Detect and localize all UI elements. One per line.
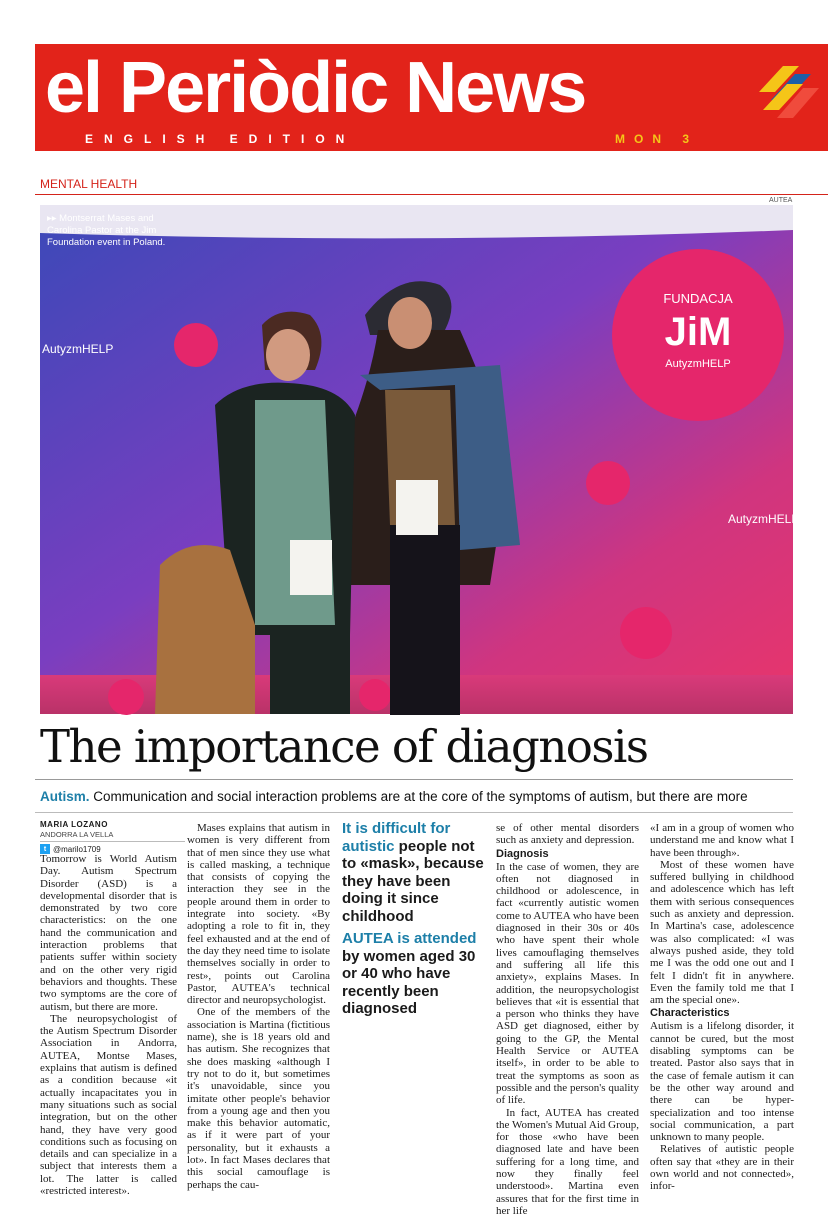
brand-logo: el Periòdic News [45, 48, 586, 128]
paragraph: se of other mental disorders such as anxiety and depression. [496, 822, 639, 847]
paragraph: Mases explains that autism in women is very different from that of men since they use what is called masking, a technique that consists of copying the interaction they see in the people around them in order to integrate into society. «By adopting a role to fit in, they feel exhausted and at the end of the day they need time to isolate themselves socially in order to rest», points out Carolina Pastor, AUTEA's technical director and neuropsychologist. [187, 822, 330, 1007]
paragraph: Autism is a lifelong disorder, it cannot be cured, but the most disabling symptoms can be treated. Pastor also says that in the case of female autism it can be the other way around and there can be hyper-specialization and too intense social communication, a part unknown to many people. [650, 1020, 794, 1144]
section-rule [35, 194, 828, 195]
banner-label: FUNDACJA [663, 291, 733, 306]
handle-text: @marilo1709 [53, 844, 101, 854]
pull-quote-lead: It is difficult for autistic [342, 820, 451, 855]
article-column-2 [187, 822, 330, 1191]
subheading-diagnosis: Diagnosis [496, 847, 549, 860]
subheading-characteristics: Characteristics [650, 1007, 730, 1020]
paragraph: In the case of women, they are often not diagnosed in childhood or adolescence, in fact «currently autistic women come to AUTEA who have been diagnosed in their 30s or 40s who have spent their whole lives camouflaging themselves and suffering all life this anxiety», explains Mases. In addition, the neuropsychologist believes that «it is essential that a person who thinks they have ASD get diagnosed, either by going to the GP, the Mental Health Service or AUTEA itself», in order to be able to treat the symptoms as soon as possible and the person's quality of life. [496, 860, 639, 1107]
photo-caption [47, 213, 197, 249]
banner-sub: AutyzmHELP [665, 358, 731, 370]
caption-line: Foundation event in Poland. [47, 237, 166, 248]
pull-quote-lead: AUTEA is attended [342, 930, 477, 947]
side-label-2: AutyzmHELP [728, 512, 800, 526]
article-column-4 [650, 822, 794, 1193]
edition-label: ENGLISH EDITION [85, 132, 356, 146]
article-photo [40, 205, 800, 714]
side-label: AutyzmHELP [42, 342, 114, 356]
masthead [35, 44, 828, 151]
paragraph: Most of these women have suffered bullying in childhood and adolescence which has left them with serious consequences such as anxiety and depression. In Martina's case, adolescence was also complicated: «I was always pushed aside, they told me I was the odd one out and I felt I didn't fit in anywhere. Even the family told me that I am the special one». [650, 858, 794, 1007]
subhead-text: Communication and social interaction problems are at the core of the symptoms of autism, but there are more [89, 789, 748, 804]
photo-illustration [40, 205, 800, 714]
caption-line: Carolina Pastor at the Jim [47, 225, 157, 236]
headline-rule [35, 779, 793, 780]
subhead-rule [35, 812, 793, 813]
paragraph: The neuropsychologist of the Autism Spectrum Disorder Association in Andorra, AUTEA, Montse Mases, explains that autism is defined as a condition because «it actually incapacitates you in many situations such as social integration, but on the other hand, they have very good conditions such as focusing on details and can specialize in a subject that interests them a lot. The latter is called «restricted interest». [40, 1012, 177, 1198]
photo-credit: AUTEA [769, 197, 793, 204]
pull-quote-text: by women aged 30 or 40 who have recently been diagnosed [342, 947, 476, 1017]
paragraph: «I am in a group of women who understand me and know what I have been through». [650, 822, 794, 859]
author-name: MARIA LOZANO [40, 820, 108, 829]
article-column-1 [40, 853, 177, 1197]
article-column-3 [496, 822, 639, 1217]
paragraph: One of the members of the association is Martina (fictitious name), she is 18 years old and has autism. She recognizes that she does masking «although I try not to do it, but sometimes it's unavoidable, since you imitate other people's behavior from a young age and then you make this behavior automatic, as if it were part of your personality, but it exhausts a lot». In fact Mases declares that this social camouflage is perhaps the cau- [187, 1006, 330, 1191]
subhead [40, 789, 748, 804]
subhead-lead: Autism. [40, 789, 90, 804]
author-location: ANDORRA LA VELLA [40, 830, 185, 842]
pull-quotes [342, 820, 490, 1023]
pull-quote-2 [342, 930, 490, 1018]
paragraph: In fact, AUTEA has created the Women's Mutual Aid Group, for those «who have been diagnosed late and have been suffering for a long time, and now they finally feel understood». Martina even assures that for the first time in her life [496, 1106, 639, 1217]
paragraph: Relatives of autistic people often say that «they are in their own world and not connected», infor- [650, 1143, 794, 1193]
brand-stripes-icon [757, 66, 819, 132]
headline: The importance of diagnosis [40, 720, 648, 773]
paragraph: Tomorrow is World Autism Day. Autism Spectrum Disorder (ASD) is a developmental disorder that is demonstrated by two core characteristics: on the one hand the communication and interaction problems that patients suffer within society and on the other very rigid behaviors and thoughts. These two symptoms are the core of autism, but there are more. [40, 853, 177, 1013]
twitter-icon: t [40, 844, 50, 854]
pull-quote-1 [342, 820, 490, 925]
byline [40, 820, 185, 854]
pull-quote-text: people not to «mask», because they have been doing it since childhood [342, 837, 484, 925]
issue-date: MON 3 [615, 132, 699, 146]
caption-line: ▸▸ Montserrat Mases and [47, 213, 154, 224]
section-label: MENTAL HEALTH [40, 177, 138, 191]
banner-logo: JiM [664, 310, 732, 354]
